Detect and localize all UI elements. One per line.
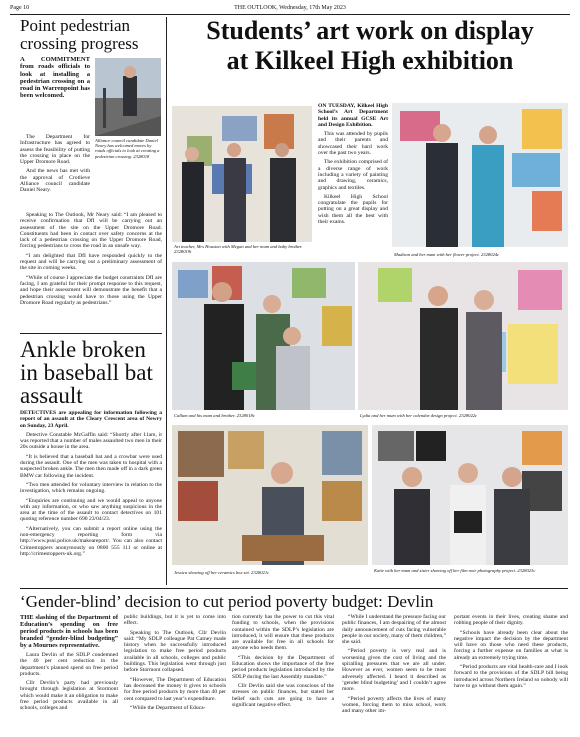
ankle-body <box>20 410 162 560</box>
ankle-para-4: “Enquiries are continuing and we would appeal to anyone with any information, or who saw anything suspicious in the area at the time of the assault to contact detectives on 101 quoting reference number 690 23/04/23. <box>20 497 162 523</box>
period-lead: THE slashing of the Department of Education’s spending on free period products in schools has been branded “gender-blind budgeting” by a Mournes representative. <box>20 614 118 649</box>
art-headline-line2: at Kilkeel High exhibition <box>226 46 514 75</box>
period-col2-para-4: “While the Department of Educa- <box>130 704 206 711</box>
ankle-para-3: “Two men attended for voluntary interview in relation to the investigation, which remains ongoing. <box>20 481 162 495</box>
caption-lydia: Lydia and her mum with her calendar design project. 2328022c <box>360 413 478 418</box>
left-divider <box>20 333 162 334</box>
pedestrian-para-1: The Department for Infrastructure has agreed to assess the feasibility of putting the crossing in place on the Upper Dromore Road. <box>20 134 90 166</box>
ankle-headline: Ankle broken in baseball bat assault <box>20 337 153 408</box>
period-col-5 <box>454 614 568 692</box>
caption-callum: Callum and his mum and brother. 2328018c <box>174 413 255 418</box>
period-col5-para-2: “Schools have already been clear about the negative impact the decision by the department will have on those who need these products, forcing a further expense on families at what is already an extremely trying time. <box>454 629 568 661</box>
pedestrian-photo <box>95 58 161 136</box>
caption-madison: Madison and her mum with her flower project. 2328024c <box>394 252 500 257</box>
photo-teacher <box>172 106 312 242</box>
pedestrian-para-4: “I am delighted that DfI have responded quickly to the request and will be carrying out a preliminary assessment of the site in coming weeks. <box>20 252 162 272</box>
pedestrian-caption: Alliance council candidate Daniel Neary has welcomed moves by roads officials to look at creating a pedestrian crossing. 2328018 <box>95 138 160 159</box>
ankle-lead: DETECTIVES are appealing for information following a report of an assault at the Cleary Crescent area of Newry on Sunday, 23 April. <box>20 410 162 429</box>
ankle-para-1: Detective Constable McGaffin said: “Shortly after 11am, it was reported that a number of males assaulted two men in their 20s outside a house in the area. <box>20 431 162 451</box>
period-col-3 <box>232 614 334 711</box>
period-col3-para-3: Cllr Devlin said she was conscious of the stresses on public finances, but stated her belief such cuts are going to have a significant negative effect. <box>232 682 334 708</box>
art-intro <box>318 103 388 228</box>
period-col1-para-1: Laura Devlin of the SDLP condemned the 40 per cent reduction in the department’s planned spend on free period products. <box>20 652 118 677</box>
period-col3-para-2: “This decision by the Department of Education shows the importance of the free period products legislation introduced by the SDLP during the last Assembly mandate.” <box>232 654 334 680</box>
pedestrian-body <box>20 212 162 309</box>
pedestrian-para-5: “While of course I appreciate the budget constraints DfI are facing, I am grateful for their prompt response to this request, and hope their assessment will demonstrate the benefit that a pedestrian crossing would have to those using the Upper Dromore Road regularly as pedestrians.” <box>20 274 162 306</box>
pedestrian-body-short <box>20 134 90 197</box>
pedestrian-headline: Point pedestrian crossing progress <box>20 16 139 53</box>
top-rule <box>10 14 570 15</box>
period-col4-para-2: “Period poverty is very real and is worsening given the cost of living and the spiralling pressures that we are all under. However as ever, women seem to be most adversely affected. I heard it described as ‘gender blind budgeting’ and I couldn’t agree more. <box>342 648 446 693</box>
period-col1-para-2: Cllr Devlin’s party had previously brought through legislation at Stormont which would make it an obligation to make free period products available in all schools, colleges and <box>20 680 118 712</box>
folio-page-number: Page 10 <box>10 5 30 11</box>
art-para-3: Kilkeel High School congratulate the pupils for putting on a great display and wish them all the best with their exams. <box>318 193 388 226</box>
pedestrian-para-3: Speaking to The Outlook, Mr Neary said: “I am pleased to receive confirmation that DfI will be carrying out an assessment of the site on the Upper Dromore Road. Constituents had been in contact over safety concerns at the lack of a pedestrian crossing on the Upper Dromore Road, forcing pedestrians to cross the road in an unsafe way. <box>20 212 162 250</box>
period-col3-para-1: tion currently has the power to cut this vital funding to schools, when the provisions contained within the SDLP’s legislation are introduced, it will ensure that these products are available for free in all schools for anyone who needs them. <box>232 614 334 652</box>
pedestrian-para-2: And the news has met with the approval of Crotlieve Alliance council candidate Daniel Neary. <box>20 168 90 194</box>
art-para-2: The exhibition comprised of a diverse range of work including a variety of painting and drawing, ceramics, graphics and textiles. <box>318 159 388 191</box>
ankle-para-2: “It is believed that a baseball bat and a crowbar were used during the assault. One of the men was taken to hospital with a suspected broken ankle. The men then made off in a dark green BMW car following the incident. <box>20 453 162 479</box>
pedestrian-lead <box>20 56 90 100</box>
caption-jessica: Jessica showing off her ceramics box set. 2328021c <box>174 570 270 575</box>
photo-madison <box>392 103 568 247</box>
photo-katie <box>372 425 568 565</box>
caption-katie: Katie with her mum and sister showing off her film noir photography project. 2328023c <box>374 568 536 573</box>
photo-lydia <box>358 262 568 410</box>
period-col2-para-2: Speaking to The Outlook, Cllr Devlin said: “My SDLP colleague Pat Catney made history when he successfully introduced legislation to make free period products available in all schools, colleges and public buildings. This legislation went through just before Stormont collapsed. <box>124 629 226 674</box>
period-col2-para-1: public buildings, but it is yet to come into effect. <box>124 614 226 627</box>
art-lead: ON TUESDAY, Kilkeel High School’s Art Department held its annual GCSE Art and Design Exhibition. <box>318 103 388 128</box>
period-col-1 <box>20 614 118 715</box>
ankle-para-5: “Alternatively, you can submit a report online using the non-emergency reporting form via http://www.psni.police.uk/makeareport/. You can also contact Crimestoppers anonymously on 0800 555 111 or online at http://crimestoppers-uk.org.” <box>20 525 162 557</box>
period-col4-para-3: “Period poverty affects the lives of many women, forcing them to miss school, work and many other im- <box>342 695 446 715</box>
caption-teacher: Art teacher, Mrs Houston with Megan and her mum and baby brother. 2328019t <box>174 244 303 255</box>
vertical-divider <box>166 17 167 585</box>
period-col2-para-3: “However, The Department of Education has decreased the money it gives to schools for free period products by more than 40 per cent compared to last year’s expenditure. <box>124 676 226 702</box>
pedestrian-lead-text: A COMMITMENT from roads officials to look at installing a pedestrian crossing on a road in Warrenpoint has been welcomed. <box>20 56 90 100</box>
period-col5-para-1: portant events in their lives, creating shame and robbing people of their dignity. <box>454 614 568 627</box>
photo-callum <box>172 262 355 410</box>
period-col-2 <box>124 614 226 714</box>
bottom-rule <box>20 588 568 589</box>
period-col-4 <box>342 614 446 717</box>
art-headline-line1: Students’ art work on display <box>206 16 534 45</box>
period-col5-para-3: “Period products are vital health-care and I look forward to the provisions of the SDLP bill being introduced across Northern Ireland so nobody will have to go without them again.” <box>454 664 568 689</box>
art-para-1: This was attended by pupils and their parents and showcased their hard work over the past two years. <box>318 131 388 157</box>
period-headline: ‘Gender-blind’ decision to cut period poverty budget: Devlin <box>20 592 434 611</box>
photo-jessica <box>172 425 368 565</box>
period-col4-para-1: “While I understand the pressure facing our public finances, I am despairing of the almost daily announcement of cuts facing vulnerable people in our society, many of them children,” she said. <box>342 614 446 646</box>
folio-masthead: THE OUTLOOK, Wednesday, 17th May 2023 <box>234 5 346 11</box>
